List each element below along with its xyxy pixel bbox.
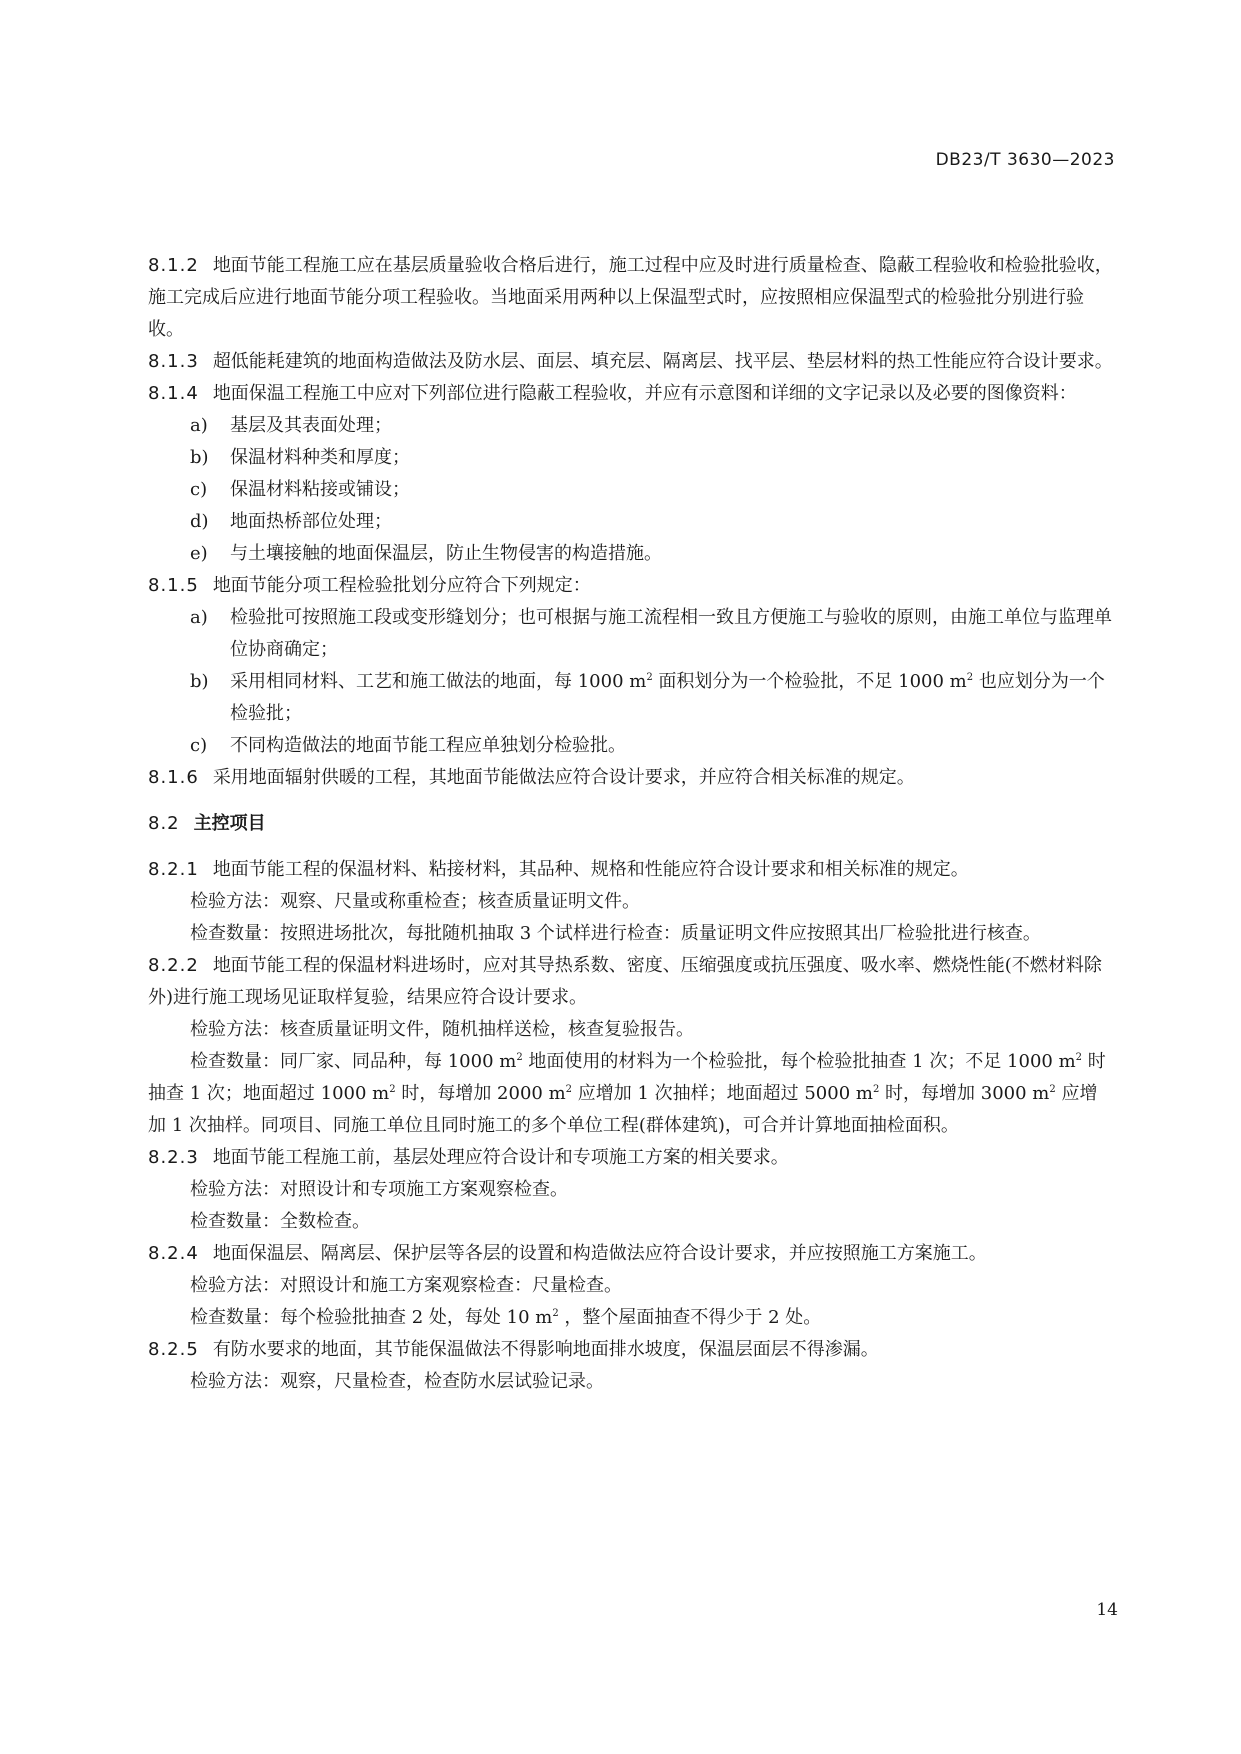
clause-number: 8.2.3 — [148, 1147, 199, 1168]
list-text: 面积划分为一个检验批，不足 1000 m — [652, 671, 967, 692]
clause-number: 8.2.4 — [148, 1243, 199, 1264]
quantity-text: 时，每增加 3000 m — [879, 1083, 1050, 1104]
clause-8-2-2 — [148, 950, 1113, 1014]
list-item — [148, 730, 1113, 762]
section-number: 8.2 — [148, 813, 180, 834]
superscript: 2 — [872, 1084, 880, 1095]
clause-8-1-3 — [148, 346, 1113, 378]
superscript: 2 — [646, 672, 653, 683]
clause-number: 8.1.6 — [148, 767, 199, 788]
clause-text: 地面节能工程的保温材料、粘接材料，其品种、规格和性能应符合设计要求和相关标准的规定。 — [212, 859, 969, 880]
inspection-method: 检验方法：观察，尺量检查，检查防水层试验记录。 — [190, 1371, 604, 1392]
list-label: b) — [190, 671, 209, 692]
list-item — [148, 602, 1113, 666]
list-item — [148, 666, 1113, 730]
clause-text: 有防水要求的地面，其节能保温做法不得影响地面排水坡度，保温层面层不得渗漏。 — [212, 1339, 879, 1360]
superscript: 2 — [966, 672, 974, 683]
document-body — [148, 250, 1113, 1398]
superscript: 2 — [1075, 1052, 1083, 1063]
superscript: 2 — [516, 1052, 523, 1063]
inspection-method: 检验方法：对照设计和专项施工方案观察检查。 — [190, 1179, 568, 1200]
section-title: 主控项目 — [193, 813, 266, 834]
inspection-quantity: 检查数量：按照进场批次，每批随机抽取 3 个试样进行检查：质量证明文件应按照其出厂检验批进行核查。 — [190, 923, 1041, 944]
list-label: d) — [190, 511, 209, 532]
clause-number: 8.2.5 — [148, 1339, 199, 1360]
superscript: 2 — [1049, 1084, 1056, 1095]
clause-8-2-3 — [148, 1142, 1113, 1174]
quantity-text: 检查数量：每个检验批抽查 2 处，每处 10 m — [190, 1307, 553, 1328]
list-text: 也应划分为一个检验批； — [230, 671, 1105, 724]
list-text: 不同构造做法的地面节能工程应单独划分检验批。 — [230, 735, 626, 756]
clause-8-1-4 — [148, 378, 1113, 410]
quantity-text: 地面使用的材料为一个检验批，每个检验批抽查 1 次；不足 1000 m — [522, 1051, 1076, 1072]
clause-8-1-6 — [148, 762, 1113, 794]
list-label: b) — [190, 447, 209, 468]
superscript: 2 — [389, 1084, 396, 1095]
quantity-text: 时，每增加 2000 m — [395, 1083, 566, 1104]
clause-text: 超低能耗建筑的地面构造做法及防水层、面层、填充层、隔离层、找平层、垫层材料的热工性能应符合设计要求。 — [212, 351, 1113, 372]
list-item — [148, 442, 1113, 474]
list-text: 采用相同材料、工艺和施工做法的地面，每 1000 m — [230, 671, 647, 692]
clause-8-1-2 — [148, 250, 1113, 346]
list-text: 检验批可按照施工段或变形缝划分；也可根据与施工流程相一致且方便施工与验收的原则，由施工单位与监理单位协商确定； — [230, 607, 1112, 660]
clause-number: 8.1.4 — [148, 383, 199, 404]
inspection-method: 检验方法：对照设计和施工方案观察检查：尺量检查。 — [190, 1275, 622, 1296]
clause-text: 地面节能工程的保温材料进场时，应对其导热系数、密度、压缩强度或抗压强度、吸水率、燃烧性能(不燃材料除外)进行施工现场见证取样复验，结果应符合设计要求。 — [148, 955, 1102, 1008]
clause-text: 地面节能工程施工前，基层处理应符合设计和专项施工方案的相关要求。 — [212, 1147, 789, 1168]
superscript: 2 — [565, 1084, 573, 1095]
inspection-quantity — [148, 1046, 1113, 1142]
list-item — [148, 506, 1113, 538]
list-label: c) — [190, 479, 208, 500]
inspection-method: 检验方法：观察、尺量或称重检查；核查质量证明文件。 — [190, 891, 640, 912]
clause-number: 8.2.2 — [148, 955, 199, 976]
clause-8-2-4 — [148, 1238, 1113, 1270]
clause-text: 地面保温层、隔离层、保护层等各层的设置和构造做法应符合设计要求，并应按照施工方案施工。 — [212, 1243, 987, 1264]
list-text: 保温材料粘接或铺设； — [230, 479, 410, 500]
clause-number: 8.1.2 — [148, 255, 199, 276]
clause-number: 8.1.5 — [148, 575, 199, 596]
list-label: a) — [190, 607, 208, 628]
list-label: a) — [190, 415, 208, 436]
list-text: 与土壤接触的地面保温层，防止生物侵害的构造措施。 — [230, 543, 662, 564]
page-number: 14 — [1096, 1600, 1118, 1620]
clause-text: 采用地面辐射供暖的工程，其地面节能做法应符合设计要求，并应符合相关标准的规定。 — [212, 767, 915, 788]
superscript: 2 — [552, 1308, 559, 1319]
clause-8-2-5 — [148, 1334, 1113, 1366]
clause-text: 地面保温工程施工中应对下列部位进行隐蔽工程验收，并应有示意图和详细的文字记录以及必要的图像资料： — [212, 383, 1077, 404]
quantity-text: 检查数量：同厂家、同品种，每 1000 m — [190, 1051, 517, 1072]
list-item — [148, 538, 1113, 570]
list-text: 基层及其表面处理； — [230, 415, 392, 436]
clause-text: 地面节能工程施工应在基层质量验收合格后进行，施工过程中应及时进行质量检查、隐蔽工程验收和检验批验收，施工完成后应进行地面节能分项工程验收。当地面采用两种以上保温型式时，应按照相应保温型式的检验批分别进行验收。 — [148, 255, 1113, 340]
inspection-method: 检验方法：核查质量证明文件，随机抽样送检，核查复验报告。 — [190, 1019, 694, 1040]
list-text: 地面热桥部位处理； — [230, 511, 392, 532]
quantity-text: 时抽查 1 次；地面超过 1000 m — [148, 1051, 1106, 1104]
inspection-quantity: 检查数量：全数检查。 — [190, 1211, 370, 1232]
list-label: c) — [190, 735, 208, 756]
clause-8-1-5 — [148, 570, 1113, 602]
section-heading — [148, 808, 1113, 840]
clause-number: 8.1.3 — [148, 351, 199, 372]
quantity-text: ，整个屋面抽查不得少于 2 处。 — [558, 1307, 822, 1328]
inspection-quantity — [148, 1302, 1113, 1334]
clause-number: 8.2.1 — [148, 859, 199, 880]
quantity-text: 应增加 1 次抽样。同项目、同施工单位且同时施工的多个单位工程(群体建筑)，可合并计算地面抽检面积。 — [148, 1083, 1098, 1136]
list-item — [148, 474, 1113, 506]
list-label: e) — [190, 543, 208, 564]
clause-8-2-1 — [148, 854, 1113, 886]
clause-text: 地面节能分项工程检验批划分应符合下列规定： — [212, 575, 591, 596]
list-item — [148, 410, 1113, 442]
list-text: 保温材料种类和厚度； — [230, 447, 410, 468]
quantity-text: 应增加 1 次抽样；地面超过 5000 m — [572, 1083, 873, 1104]
document-code-header: DB23/T 3630—2023 — [935, 150, 1115, 170]
